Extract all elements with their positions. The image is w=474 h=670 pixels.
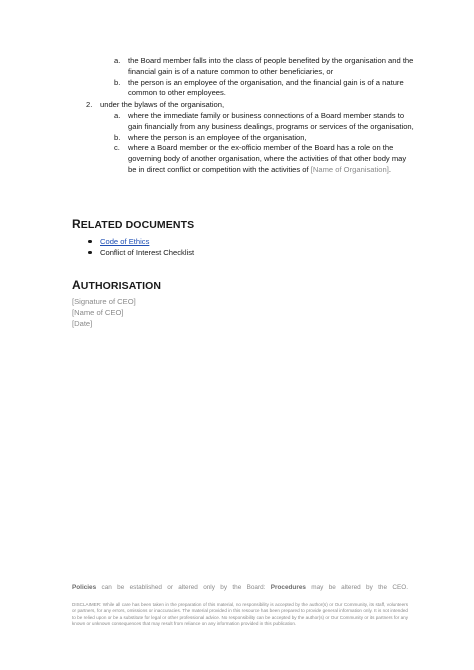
list-item [114,133,414,144]
authorisation-heading [72,278,161,292]
related-documents-list [88,236,194,258]
policies-label: Policies [72,584,97,591]
policy-footer [72,584,408,591]
related-documents-heading [72,217,194,231]
procedures-text: may be altered by the CEO. [305,584,408,591]
list-item-text: under the bylaws of the organisation, [100,100,225,109]
heading-initial: A [72,278,81,292]
authorisation-fields [72,296,136,329]
heading-rest: UTHORISATION [80,280,162,292]
list-marker: c. [114,143,120,153]
code-of-ethics-link[interactable]: Code of Ethics [100,237,150,246]
list-item-suffix: . [388,164,391,174]
list-marker: a. [114,56,121,65]
list-marker: b. [114,132,121,142]
list-item [114,143,414,175]
bylaws-list [114,111,414,176]
procedures-label: Procedures [270,584,306,591]
list-item [114,78,414,100]
disclaimer-text: DISCLAIMER: While all care has been taken in the preparation of this material, no responsibility is accepted by the author(s) or Our Community, its staff, volunteers or partners, for any errors, omissions or inaccuracies. The material provided in this resource has been prepared to provide general information only. It is not intended to be relied upon or be a substitute for legal or other professional advice. No responsibility can be accepted by the author(s) or Our Community or its partners for any known or unknown consequences that may result from reliance on any information provided in this publication. [72,602,408,626]
list-marker: a. [114,111,121,120]
conflict-checklist-label: Conflict of Interest Checklist [100,248,195,257]
bullet-icon [88,240,92,244]
signature-placeholder: [Signature of CEO] [72,297,136,306]
list-item-text: where the person is an employee of the organisation, [128,132,307,142]
list-item-text: the Board member falls into the class of people benefited by the organisation and the financial gain is of a nature common to other beneficiaries, or [128,56,414,76]
ceo-name-placeholder: [Name of CEO] [72,308,124,317]
list-item-text: the person is an employee of the organisation, and the financial gain is of a nature common to other employees. [128,77,404,98]
list-item [114,56,414,78]
heading-initial: R [72,217,81,231]
numbered-list-item [86,100,406,111]
list-item-text: where the immediate family or business connections of a Board member stands to gain financially from any business dealings, programs or services of the organisation, [128,111,414,131]
heading-rest: ELATED DOCUMENTS [80,219,195,231]
policies-text: can be established or altered only by the Board: [96,584,271,591]
list-item [114,111,414,133]
bullet-icon [88,251,92,255]
list-item [88,236,194,247]
list-marker: b. [114,77,121,87]
organisation-name-placeholder: [Name of Organisation] [310,164,389,174]
conflict-exceptions-list [114,56,414,99]
list-item [88,247,194,258]
list-item-text: where a Board member or the ex-officio member of the Board has a role on the governing body of another organisation, where the activities of that other body may be in direct conflict or competition with the activities of [128,143,407,174]
date-placeholder: [Date] [72,319,93,328]
list-marker: 2. [86,100,93,109]
